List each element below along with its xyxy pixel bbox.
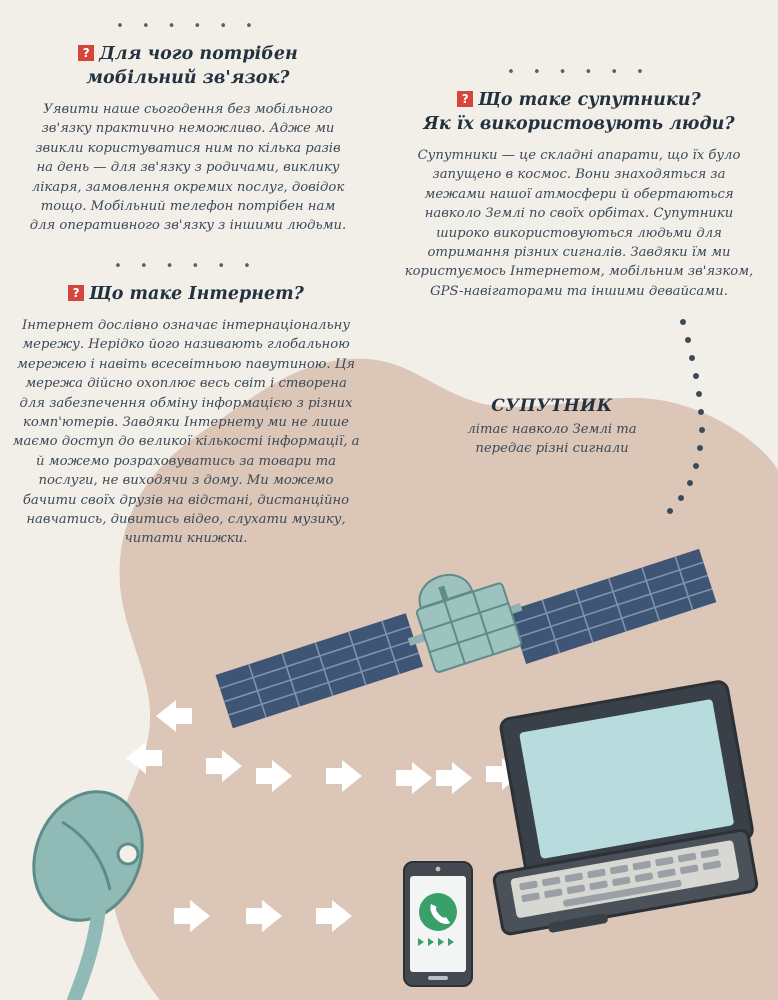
section-internet-body: Інтернет дослівно означає інтернаціональну мережу. Нерідко його називають глобальною мережею і навіть всесвітньою павутиною. Ця мережа дійсно охоплює весь світ і створена для забезпечення обміну інформацією з різних комп'ютерів. Завдяки Інтернету ми не лише маємо доступ до великої кількості інформації, а й можемо розраховуватись за товари та послуги, не виходячи з дому. Ми можемо бачити своїх друзів на відстані, дистанційно навчатись, дивитись відео, слухати музику, читати книжки. [12, 318, 360, 547]
section-mobile-heading-line1: Для чого потрібен [99, 44, 298, 64]
section-mobile-communication [28, 19, 348, 236]
section-satellites-heading [404, 88, 754, 136]
signal-dotted-line [667, 319, 705, 514]
dot-separator: • • • • • • [507, 65, 651, 80]
phone-call-icon [419, 893, 457, 931]
dot-separator: • • • • • • [114, 259, 258, 274]
satellite-caption [452, 396, 652, 458]
question-mark-icon: ? [68, 285, 84, 301]
section-satellites-heading-line2: Як їх використовують люди? [423, 114, 735, 134]
satellite-dish [15, 775, 161, 1000]
smartphone [404, 862, 472, 986]
satellite-caption-subtitle: літає навколо Землі та передає різні сигнали [467, 422, 637, 456]
section-mobile-heading-line2: мобільний зв'язок? [86, 68, 290, 88]
section-satellites-body: Супутники — це складні апарати, що їх було запущено в космос. Вони знаходяться за межами нашої атмосфери й обертаються навколо Землі по своїх орбітах. Супутники широко використовуються людьми для отримання різних сигналів. Завдяки їм ми користуємось Інтернетом, мобільним зв'язком, GPS-навігаторами та іншими девайсами. [404, 148, 754, 299]
question-mark-icon: ? [457, 91, 473, 107]
section-satellites-heading-line1: Що таке супутники? [478, 90, 701, 110]
section-internet [12, 259, 360, 549]
section-internet-heading-line1: Що таке Інтернет? [89, 284, 304, 304]
section-satellites [404, 65, 754, 301]
satellite-caption-title: СУПУТНИК [491, 396, 613, 416]
section-mobile-body: Уявити наше сьогодення без мобільного зв'язку практично неможливо. Адже ми звикли користуватися ним по кілька разів на день — для зв'язку з родичами, виклику лікаря, замовлення окремих послуг, довідок тощо. Мобільний телефон потрібен нам для оперативного зв'язку з іншими людьми. [29, 102, 347, 234]
section-mobile-heading [28, 42, 348, 90]
question-mark-icon: ? [78, 45, 94, 61]
section-internet-heading [12, 282, 360, 306]
dot-separator: • • • • • • [116, 19, 260, 34]
laptop [493, 680, 758, 935]
